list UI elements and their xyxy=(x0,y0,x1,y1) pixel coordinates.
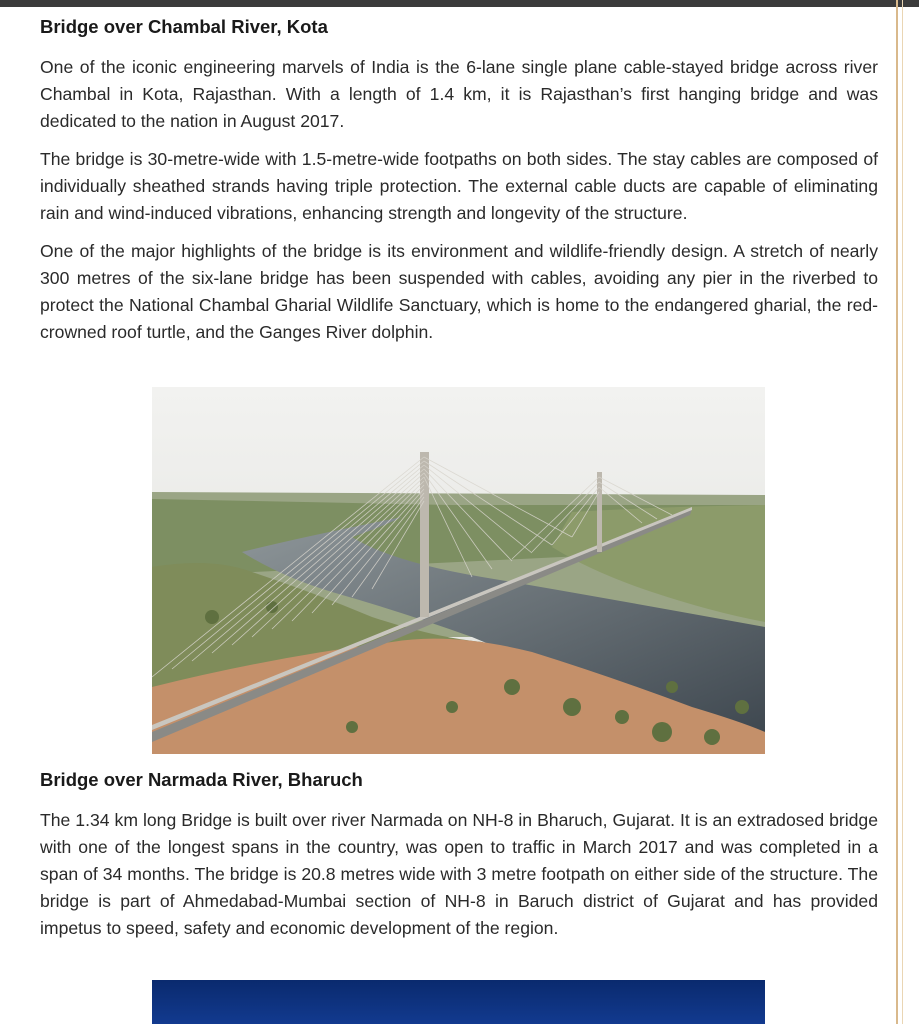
paragraph-chambal-1: One of the iconic engineering marvels of India is the 6-lane single plane cable-stayed bridge across river Chambal in Kota, Rajasthan. With a length of 1.4 km, it is Rajasthan’s first hanging bridge and was dedicated to the nation in August 2017. xyxy=(40,57,878,131)
paragraph-chambal-2: The bridge is 30-metre-wide with 1.5-metre-wide footpaths on both sides. The stay cables are composed of individually sheathed strands having triple protection. The external cable ducts are capable of eliminating rain and wind-induced vibrations, enhancing strength and longevity of the structure. xyxy=(40,149,878,223)
section-heading-narmada: Bridge over Narmada River, Bharuch xyxy=(40,769,363,790)
chambal-bridge-photo xyxy=(152,387,765,754)
paragraph-narmada-1: The 1.34 km long Bridge is built over river Narmada on NH-8 in Bharuch, Gujarat. It is an extradosed bridge with one of the longest spans in the country, was open to traffic in March 2017 and was completed in a span of 34 months. The bridge is 20.8 metres wide with 3 metre footpath on either side of the structure. The bridge is part of Ahmedabad-Mumbai section of NH-8 in Baruch district of Gujarat and has provided impetus to speed, safety and economic development of the region. xyxy=(40,810,878,938)
narmada-bridge-photo xyxy=(152,980,765,1024)
top-bar xyxy=(0,0,919,7)
page-border-inner xyxy=(902,0,903,1024)
article-section-chambal xyxy=(40,13,878,357)
article-section-narmada xyxy=(40,766,878,953)
paragraph-chambal-3: One of the major highlights of the bridge is its environment and wildlife-friendly design. A stretch of nearly 300 metres of the six-lane bridge has been suspended with cables, avoiding any pier in the riverbed to protect the National Chambal Gharial Wildlife Sanctuary, which is home to the endangered gharial, the red-crowned roof turtle, and the Ganges River dolphin. xyxy=(40,241,878,342)
page-border xyxy=(896,0,898,1024)
section-heading-chambal: Bridge over Chambal River, Kota xyxy=(40,16,328,37)
